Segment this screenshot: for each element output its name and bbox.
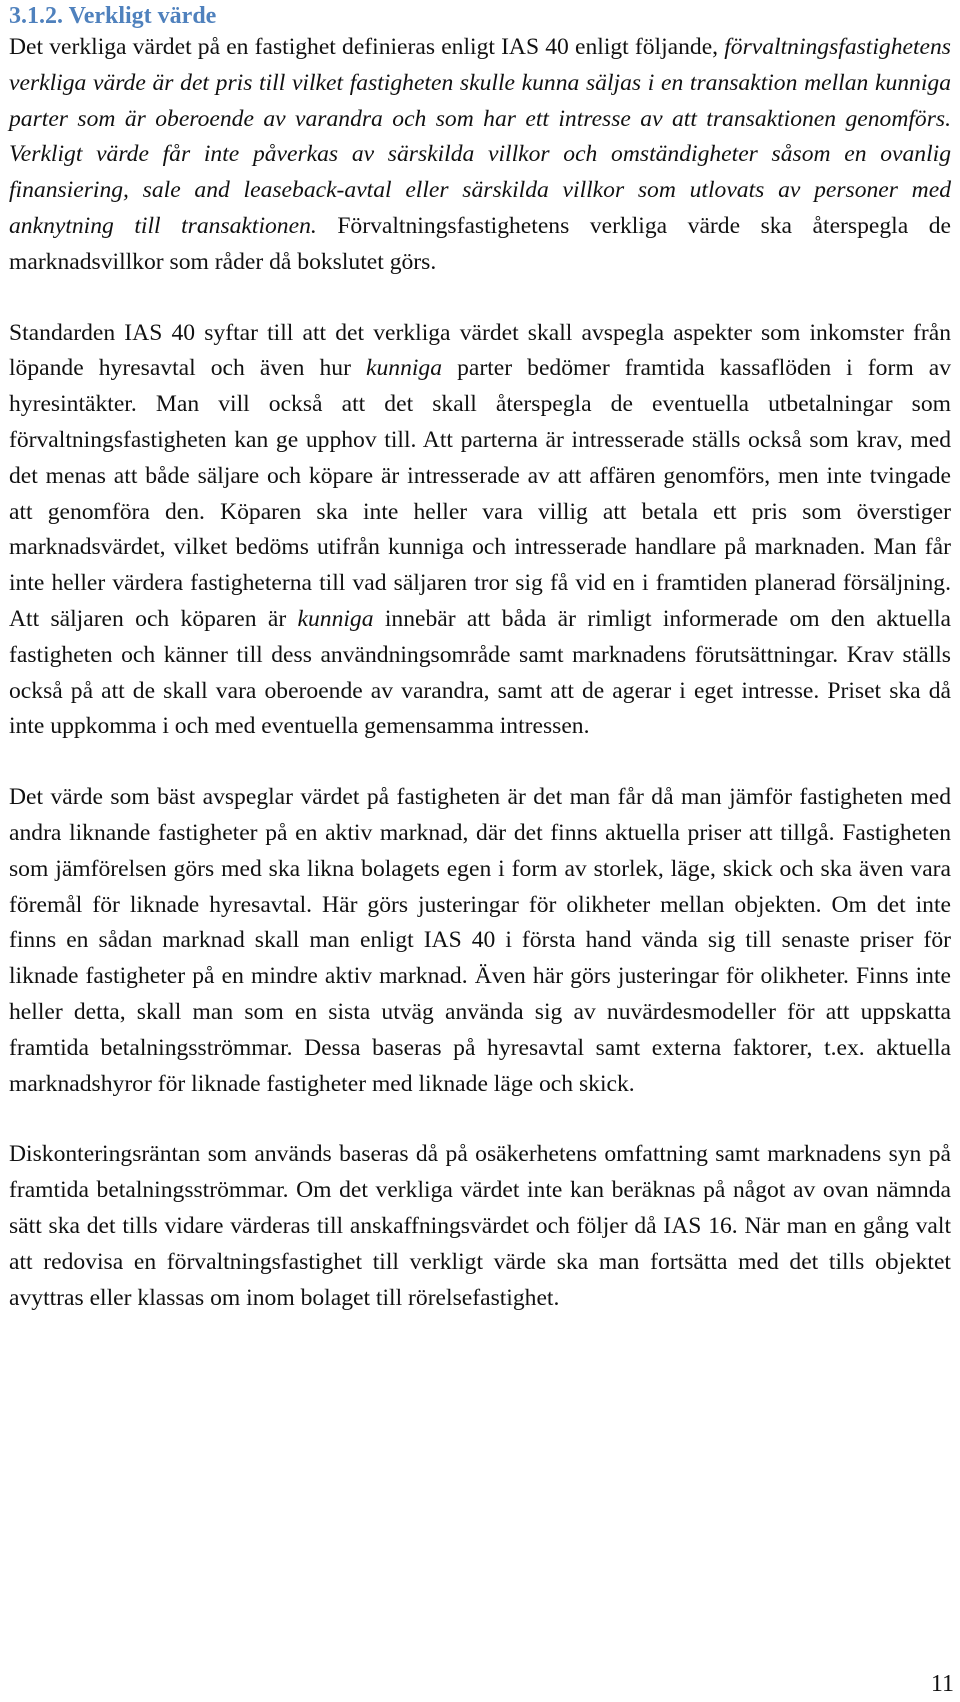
- paragraph-definition-quote: förvaltningsfastighetens verkliga värde är det pris till vilket fastigheten skulle kunna säljas i en transaktion mellan kunniga parter som är oberoende av varandra och som har ett intresse av att transaktionen genomförs. Verkligt värde får inte påverkas av särskilda villkor och omständigheter såsom en ovanlig finansiering, sale and leaseback-avtal eller särskilda villkor som utlovats av personer med anknytning till transaktionen.: [9, 34, 951, 239]
- paragraph-standard-part2: parter bedömer framtida kassaflöden i form av hyresintäkter. Man vill också att det skall återspegla de eventuella utbetalningar som förvaltningsfastigheten kan ge upphov till. Att parterna är intresserade ställs också som krav, med det menas att både säljare och köpare är intresserade av att affären genomförs, men inte tvingade att genomföra den. Köparen ska inte heller vara villig att betala ett pris som överstiger marknadsvärdet, vilket bedöms utifrån kunniga och intresserade handlare på marknaden. Man får inte heller värdera fastigheterna till vad säljaren tror sig få vid en i framtiden planerad försäljning. Att säljaren och köparen är: [9, 355, 951, 632]
- paragraph-definition-end: Förvaltningsfastighetens verkliga värde ska återspegla de marknadsvillkor som råder då bokslutet görs.: [9, 212, 951, 275]
- paragraph-discount-rate: Diskonteringsräntan som används baseras då på osäkerhetens omfattning samt marknadens syn på framtida betalningsströmmar. Om det verkliga värdet inte kan beräknas på något av ovan nämnda sätt ska det tills vidare värderas till anskaffningsvärdet och följer då IAS 16. När man en gång valt att redovisa en förvaltningsfastighet till verkligt värde ska man fortsätta med det tills objektet avyttras eller klassas om inom bolaget till rörelsefastighet.: [9, 1141, 951, 1311]
- paragraph-definition: [9, 30, 951, 281]
- paragraph-standard-emphasis1: kunniga: [366, 355, 443, 382]
- paragraph-standard-emphasis2: kunniga: [297, 605, 374, 632]
- paragraph-definition-intro: Det verkliga värdet på en fastighet definieras enligt IAS 40 enligt följande,: [9, 34, 725, 60]
- section-heading: 3.1.2. Verkligt värde: [9, 3, 217, 29]
- page-number: 11: [930, 1671, 954, 1697]
- paragraph-standard-part3: innebär att båda är rimligt informerade om den aktuella fastigheten och känner till dess användningsområde samt marknadens förutsättningar. Krav ställs också på att de skall vara oberoende av varandra, samt att de agerar i eget intresse. Priset ska då inte uppkomma i och med eventuella gemensamma intressen.: [9, 605, 951, 740]
- document-page: [9, 0, 951, 1316]
- paragraph-standard-part1: Standarden IAS 40 syftar till att det verkliga värdet skall avspegla aspekter som inkomster från löpande hyresavtal och även hur: [9, 319, 951, 382]
- paragraph-market-comparison: Det värde som bäst avspeglar värdet på fastigheten är det man får då man jämför fastigheten med andra liknande fastigheter på en aktiv marknad, där det finns aktuella priser att tillgå. Fastigheten som jämförelsen görs med ska likna bolagets egen i form av storlek, läge, skick och ska även vara föremål för liknade hyresavtal. Här görs justeringar för olikheter mellan objekten. Om det inte finns en sådan marknad skall man enligt IAS 40 i första hand vända sig till senaste priser för liknade fastigheter på en mindre aktiv marknad. Även här görs justeringar för olikheter. Finns inte heller detta, skall man som en sista utväg använda sig av nuvärdesmodeller för att uppskatta framtida betalningsströmmar. Dessa baseras på hyresavtal samt externa faktorer, t.ex. aktuella marknadshyror för liknade fastigheter med liknade läge och skick.: [9, 784, 951, 1097]
- paragraph-standard: [9, 316, 951, 746]
